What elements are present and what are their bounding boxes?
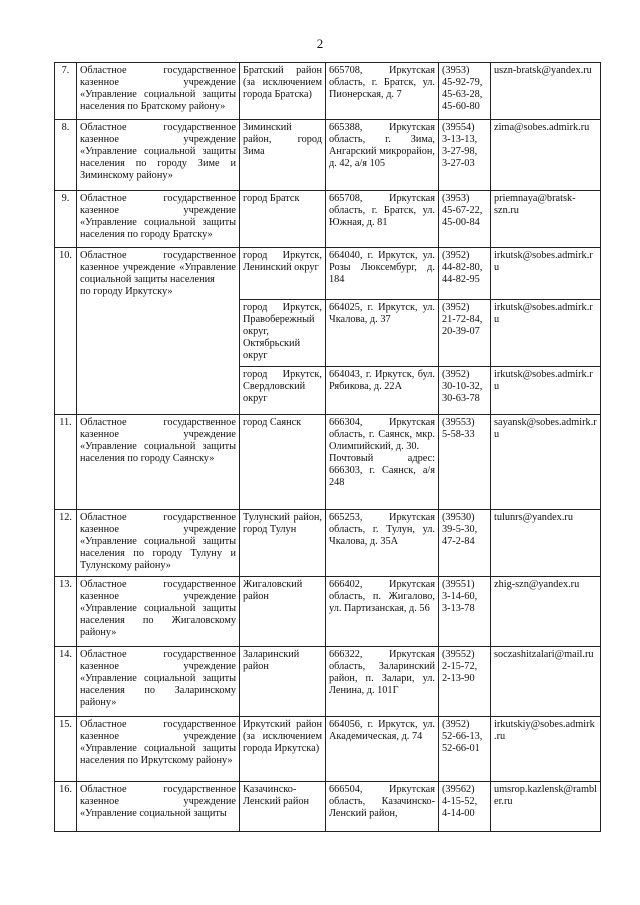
email-address[interactable]: zima@sobes.admirk.ru — [491, 120, 601, 191]
territory: город Иркутск, Свердловский округ — [240, 367, 326, 415]
territory: город Саянск — [240, 415, 326, 510]
organization-name — [77, 782, 240, 832]
table-row — [55, 248, 601, 300]
postal-address: 664043, г. Иркутск, бул. Рябикова, д. 22А — [326, 367, 439, 415]
email-address[interactable]: irkutsk@sobes.admirk.ru — [491, 367, 601, 415]
organization-name — [77, 415, 240, 510]
territory: Заларинский район — [240, 647, 326, 717]
organization-name — [77, 248, 240, 415]
phone-numbers: (39551) 3-14-60, 3-13-78 — [439, 577, 491, 647]
institutions-table — [54, 62, 601, 832]
row-number: 16. — [55, 782, 77, 832]
table-row — [55, 191, 601, 248]
territory: Жигаловский район — [240, 577, 326, 647]
phone-numbers: (39562) 4-15-52, 4-14-00 — [439, 782, 491, 832]
territory: Иркутский район (за исключением города Иркутска) — [240, 717, 326, 782]
territory: город Иркутск, Ленинский округ — [240, 248, 326, 300]
row-number: 7. — [55, 63, 77, 120]
phone-numbers: (39554) 3-13-13, 3-27-98, 3-27-03 — [439, 120, 491, 191]
row-number: 9. — [55, 191, 77, 248]
phone-numbers: (39530) 39-5-30, 47-2-84 — [439, 510, 491, 577]
organization-name — [77, 63, 240, 120]
territory: город Иркутск, Правобережный округ, Октябрьский округ — [240, 300, 326, 367]
table-row — [55, 717, 601, 782]
territory: Братский район (за исключением города Братска) — [240, 63, 326, 120]
email-address[interactable]: umsrop.kazlensk@rambler.ru — [491, 782, 601, 832]
row-number: 13. — [55, 577, 77, 647]
email-address[interactable]: soczashitzalari@mail.ru — [491, 647, 601, 717]
row-number: 10. — [55, 248, 77, 415]
organization-name-line: «Управление социальной защиты населения по городу Братску» — [80, 217, 236, 240]
postal-address: 664040, г. Иркутск, ул. Розы Люксембург, д. 184 — [326, 248, 439, 300]
email-address[interactable]: uszn-bratsk@yandex.ru — [491, 63, 601, 120]
email-address[interactable]: priemnaya@bratsk-szn.ru — [491, 191, 601, 248]
organization-name-line: Областное государственное казенное учреждение — [80, 122, 236, 145]
postal-address: 664025, г. Иркутск, ул. Чкалова, д. 37 — [326, 300, 439, 367]
postal-address: 666504, Иркутская область, Казачинско-Ленский район, — [326, 782, 439, 832]
organization-name — [77, 120, 240, 191]
organization-name-line: «Управление социальной защиты — [80, 808, 227, 819]
postal-address: 666322, Иркутская область, Заларинский район, п. Залари, ул. Ленина, д. 101Г — [326, 647, 439, 717]
phone-numbers: (3952) 21-72-84, 20-39-07 — [439, 300, 491, 367]
row-number: 15. — [55, 717, 77, 782]
organization-name-line: Областное государственное казенное учреждение — [80, 512, 236, 535]
territory: Казачинско-Ленский район — [240, 782, 326, 832]
phone-numbers: (3953) 45-92-79, 45-63-28, 45-60-80 — [439, 63, 491, 120]
table-row — [55, 63, 601, 120]
phone-numbers: (39552) 2-15-72, 2-13-90 — [439, 647, 491, 717]
organization-name-line: «Управление социальной защиты населения по городу Саянску» — [80, 441, 236, 464]
territory: Зиминский район, город Зима — [240, 120, 326, 191]
postal-address: 666304, Иркутская область, г. Саянск, мкр. Олимпийский, д. 30. Почтовый адрес: 666303, г. Саянск, а/я 248 — [326, 415, 439, 510]
phone-numbers: (3952) 52-66-13, 52-66-01 — [439, 717, 491, 782]
email-address[interactable]: sayansk@sobes.admirk.ru — [491, 415, 601, 510]
page-number: 2 — [316, 36, 324, 51]
organization-name-line: Областное государственное казенное учреждение — [80, 784, 236, 807]
organization-name — [77, 647, 240, 717]
organization-name — [77, 577, 240, 647]
phone-numbers: (3953) 45-67-22, 45-00-84 — [439, 191, 491, 248]
email-address[interactable]: zhig-szn@yandex.ru — [491, 577, 601, 647]
postal-address: 665708, Иркутская область, г. Братск, ул. Пионерская, д. 7 — [326, 63, 439, 120]
organization-name-line: Областное государственное казенное учреждение — [80, 649, 236, 672]
territory: Тулунский район, город Тулун — [240, 510, 326, 577]
organization-name-line: «Управление социальной защиты населения по городу Зиме и Зиминскому району» — [80, 146, 236, 181]
territory: город Братск — [240, 191, 326, 248]
organization-name — [77, 510, 240, 577]
organization-name-line: Областное государственное казенное учреждение — [80, 65, 236, 88]
table-row — [55, 577, 601, 647]
email-address[interactable]: tulunrs@yandex.ru — [491, 510, 601, 577]
organization-name-line: Областное государственное казенное учреждение — [80, 417, 236, 440]
organization-name — [77, 717, 240, 782]
phone-numbers: (3952) 30-10-32, 30-63-78 — [439, 367, 491, 415]
email-address[interactable]: irkutsk@sobes.admirk.ru — [491, 248, 601, 300]
organization-name-line: по городу Иркутску» — [80, 286, 173, 297]
organization-name-line: Областное государственное казенное учреждение — [80, 193, 236, 216]
postal-address: 665388, Иркутская область, г. Зима, Ангарский микрорайон, д. 42, а/я 105 — [326, 120, 439, 191]
organization-name-line: «Управление социальной защиты населения по Жигаловскому району» — [80, 603, 236, 638]
row-number: 12. — [55, 510, 77, 577]
phone-numbers: (3952) 44-82-80, 44-82-95 — [439, 248, 491, 300]
organization-name — [77, 191, 240, 248]
postal-address: 664056, г. Иркутск, ул. Академическая, д. 74 — [326, 717, 439, 782]
organization-name-line: Областное государственное казенное учреждение — [80, 579, 236, 602]
postal-address: 665708, Иркутская область, г. Братск, ул. Южная, д. 81 — [326, 191, 439, 248]
row-number: 14. — [55, 647, 77, 717]
organization-name-line: «Управление социальной защиты населения по Братскому району» — [80, 89, 236, 112]
table-row — [55, 415, 601, 510]
row-number: 8. — [55, 120, 77, 191]
table-row — [55, 647, 601, 717]
organization-name-line: «Управление социальной защиты населения по Заларинскому району» — [80, 673, 236, 708]
email-address[interactable]: irkutsk@sobes.admirk.ru — [491, 300, 601, 367]
postal-address: 666402, Иркутская область, п. Жигалово, ул. Партизанская, д. 56 — [326, 577, 439, 647]
organization-name-line: «Управление социальной защиты населения по Иркутскому району» — [80, 743, 236, 766]
email-address[interactable]: irkutskiy@sobes.admirk.ru — [491, 717, 601, 782]
organization-name-line: Областное государственное казенное учреждение «Управление социальной защиты населения — [80, 250, 236, 285]
organization-name-line: «Управление социальной защиты населения по городу Тулуну и Тулунскому району» — [80, 536, 236, 571]
phone-numbers: (39553) 5-58-33 — [439, 415, 491, 510]
row-number: 11. — [55, 415, 77, 510]
table-row — [55, 120, 601, 191]
postal-address: 665253, Иркутская область, г. Тулун, ул. Чкалова, д. 35А — [326, 510, 439, 577]
organization-name-line: Областное государственное казенное учреждение — [80, 719, 236, 742]
table-row — [55, 510, 601, 577]
table-row — [55, 782, 601, 832]
